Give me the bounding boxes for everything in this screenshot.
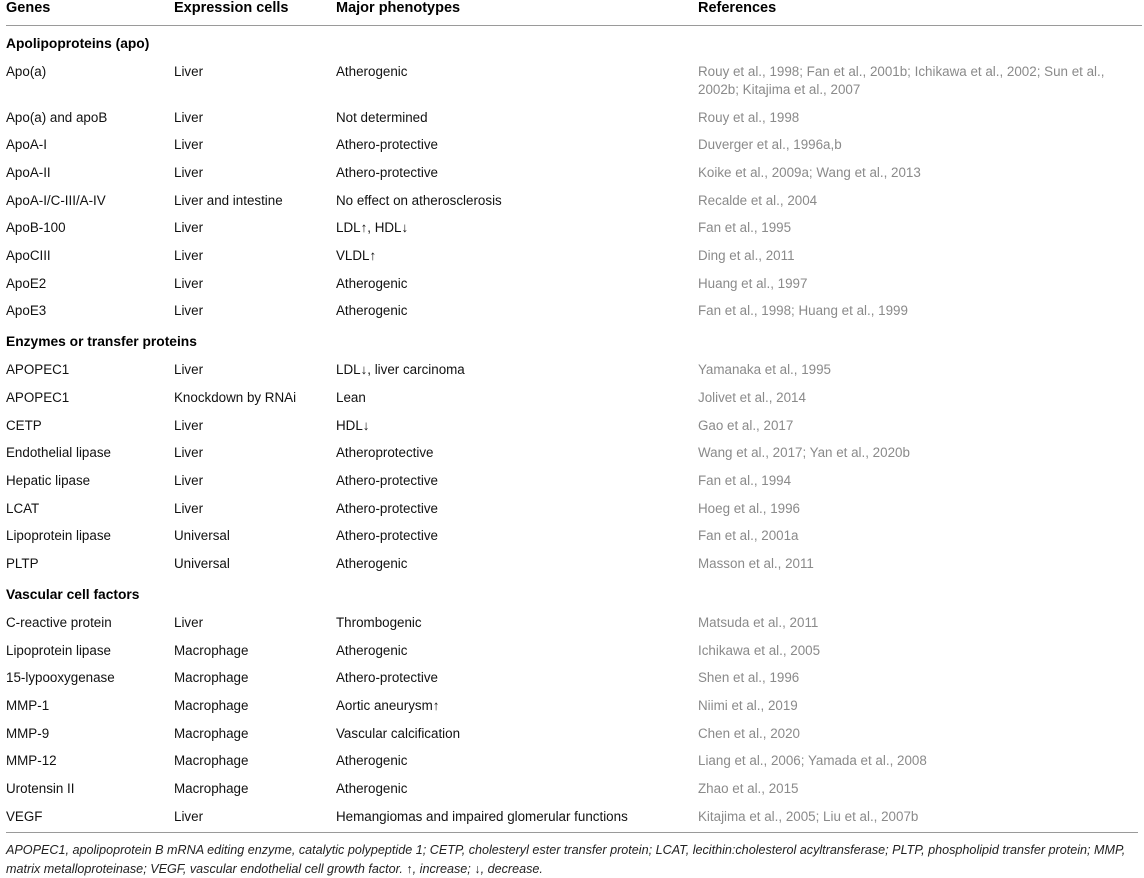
table-section-header xyxy=(6,578,1142,609)
table-row xyxy=(6,803,1142,833)
table-section-header xyxy=(6,325,1142,356)
cell-major-phenotypes: Atherogenic xyxy=(336,64,408,80)
cell-major-phenotypes: HDL↓ xyxy=(336,417,370,433)
cell-expression-cells: Liver xyxy=(174,614,204,630)
table-row xyxy=(6,495,1142,523)
cell-references: Chen et al., 2020 xyxy=(698,725,800,741)
table-row xyxy=(6,412,1142,440)
table-row xyxy=(6,270,1142,298)
cell-major-phenotypes: Athero-protective xyxy=(336,473,438,489)
table-row xyxy=(6,356,1142,384)
table-row xyxy=(6,467,1142,495)
cell-expression-cells: Liver xyxy=(174,164,204,180)
cell-references: Jolivet et al., 2014 xyxy=(698,389,806,405)
table-row xyxy=(6,747,1142,775)
cell-major-phenotypes: Athero-protective xyxy=(336,528,438,544)
cell-references: Fan et al., 1994 xyxy=(698,473,792,489)
table-row xyxy=(6,609,1142,637)
cell-major-phenotypes: Athero-protective xyxy=(336,164,438,180)
cell-references: Shen et al., 1996 xyxy=(698,670,800,686)
cell-references: Zhao et al., 2015 xyxy=(698,781,799,797)
cell-expression-cells: Liver xyxy=(174,417,204,433)
cell-gene: Lipoprotein lipase xyxy=(6,642,111,658)
table-row xyxy=(6,550,1142,578)
cell-references: Koike et al., 2009a; Wang et al., 2013 xyxy=(698,164,921,180)
cell-expression-cells: Liver xyxy=(174,137,204,153)
cell-major-phenotypes: Not determined xyxy=(336,109,428,125)
cell-major-phenotypes: Hemangiomas and impaired glomerular functions xyxy=(336,808,628,824)
cell-gene: ApoE3 xyxy=(6,303,47,319)
table-section-header xyxy=(6,26,1142,59)
cell-gene: Hepatic lipase xyxy=(6,473,91,489)
table-row xyxy=(6,214,1142,242)
gene-phenotype-table xyxy=(6,0,1142,832)
cell-references: Matsuda et al., 2011 xyxy=(698,614,819,630)
cell-major-phenotypes: Athero-protective xyxy=(336,500,438,516)
cell-expression-cells: Liver xyxy=(174,362,204,378)
cell-gene: ApoA-II xyxy=(6,164,51,180)
cell-gene: Lipoprotein lipase xyxy=(6,528,111,544)
cell-references: Niimi et al., 2019 xyxy=(698,698,798,714)
cell-gene: MMP-1 xyxy=(6,698,50,714)
cell-gene: MMP-12 xyxy=(6,753,57,769)
cell-gene: APOPEC1 xyxy=(6,362,70,378)
cell-major-phenotypes: Atherogenic xyxy=(336,781,408,797)
cell-major-phenotypes: Atherogenic xyxy=(336,303,408,319)
cell-expression-cells: Liver xyxy=(174,473,204,489)
cell-references: Duverger et al., 1996a,b xyxy=(698,137,842,153)
column-header-references: References xyxy=(698,0,1142,26)
cell-gene: PLTP xyxy=(6,556,39,572)
cell-references: Huang et al., 1997 xyxy=(698,275,808,291)
cell-expression-cells: Universal xyxy=(174,556,230,572)
cell-gene: Urotensin II xyxy=(6,781,75,797)
cell-expression-cells: Liver xyxy=(174,109,204,125)
cell-major-phenotypes: Atherogenic xyxy=(336,642,408,658)
cell-references: Ding et al., 2011 xyxy=(698,248,795,264)
cell-major-phenotypes: Atherogenic xyxy=(336,556,408,572)
cell-expression-cells: Macrophage xyxy=(174,642,249,658)
table-row xyxy=(6,439,1142,467)
cell-gene: ApoA-I xyxy=(6,137,47,153)
cell-major-phenotypes: No effect on atherosclerosis xyxy=(336,192,502,208)
cell-gene: Endothelial lipase xyxy=(6,445,111,461)
column-header-major-phenotypes: Major phenotypes xyxy=(336,0,698,26)
cell-expression-cells: Universal xyxy=(174,528,230,544)
cell-expression-cells: Liver xyxy=(174,220,204,236)
column-header-genes: Genes xyxy=(6,0,174,26)
cell-expression-cells: Liver xyxy=(174,500,204,516)
cell-gene: APOPEC1 xyxy=(6,389,70,405)
table-footnote: APOPEC1, apolipoprotein B mRNA editing enzyme, catalytic polypeptide 1; CETP, cholesteryl ester transfer protein; LCAT, lecithin:cholesterol acyltransferase; PLTP, phospholipid transfer protein; MMP, matrix metalloproteinase; VEGF, vascular endothelial cell growth factor. ↑, increase; ↓, decrease. xyxy=(6,843,1126,876)
table-row xyxy=(6,131,1142,159)
cell-major-phenotypes: Atheroprotective xyxy=(336,445,434,461)
section-title: Enzymes or transfer proteins xyxy=(6,334,197,350)
cell-references: Gao et al., 2017 xyxy=(698,417,794,433)
cell-gene: ApoB-100 xyxy=(6,220,66,236)
cell-references: Rouy et al., 1998; Fan et al., 2001b; Ichikawa et al., 2002; Sun et al., 2002b; Kitajima et al., 2007 xyxy=(698,64,1105,97)
cell-expression-cells: Macrophage xyxy=(174,781,249,797)
cell-major-phenotypes: VLDL↑ xyxy=(336,248,377,264)
table-row xyxy=(6,242,1142,270)
cell-references: Masson et al., 2011 xyxy=(698,556,814,572)
cell-references: Liang et al., 2006; Yamada et al., 2008 xyxy=(698,753,927,769)
cell-gene: 15-lypooxygenase xyxy=(6,670,115,686)
cell-expression-cells: Knockdown by RNAi xyxy=(174,389,297,405)
cell-major-phenotypes: Lean xyxy=(336,389,366,405)
cell-major-phenotypes: Aortic aneurysm↑ xyxy=(336,698,440,714)
cell-expression-cells: Macrophage xyxy=(174,725,249,741)
cell-gene: CETP xyxy=(6,417,42,433)
cell-gene: MMP-9 xyxy=(6,725,50,741)
cell-major-phenotypes: Atherogenic xyxy=(336,275,408,291)
cell-gene: ApoA-I/C-III/A-IV xyxy=(6,192,106,208)
table-row xyxy=(6,159,1142,187)
cell-expression-cells: Macrophage xyxy=(174,753,249,769)
cell-references: Recalde et al., 2004 xyxy=(698,192,818,208)
cell-expression-cells: Liver xyxy=(174,808,204,824)
cell-major-phenotypes: LDL↑, HDL↓ xyxy=(336,220,409,236)
cell-gene: Apo(a) xyxy=(6,64,47,80)
cell-expression-cells: Liver xyxy=(174,303,204,319)
cell-references: Yamanaka et al., 1995 xyxy=(698,362,832,378)
cell-gene: LCAT xyxy=(6,500,40,516)
cell-major-phenotypes: LDL↓, liver carcinoma xyxy=(336,362,465,378)
section-title: Vascular cell factors xyxy=(6,586,140,602)
table-row xyxy=(6,58,1142,103)
cell-expression-cells: Liver xyxy=(174,445,204,461)
cell-expression-cells: Macrophage xyxy=(174,670,249,686)
cell-expression-cells: Liver and intestine xyxy=(174,192,283,208)
cell-references: Fan et al., 2001a xyxy=(698,528,799,544)
table-row xyxy=(6,775,1142,803)
cell-gene: VEGF xyxy=(6,808,43,824)
cell-expression-cells: Liver xyxy=(174,275,204,291)
cell-gene: C-reactive protein xyxy=(6,614,112,630)
table-row xyxy=(6,384,1142,412)
cell-expression-cells: Liver xyxy=(174,64,204,80)
cell-gene: ApoCIII xyxy=(6,248,51,264)
table-row xyxy=(6,637,1142,665)
cell-references: Fan et al., 1995 xyxy=(698,220,792,236)
table-row xyxy=(6,664,1142,692)
cell-references: Rouy et al., 1998 xyxy=(698,109,800,125)
table-row xyxy=(6,297,1142,325)
table-row xyxy=(6,187,1142,215)
cell-major-phenotypes: Vascular calcification xyxy=(336,725,461,741)
cell-gene: ApoE2 xyxy=(6,275,47,291)
column-header-expression-cells: Expression cells xyxy=(174,0,336,26)
table-row xyxy=(6,104,1142,132)
table-row xyxy=(6,522,1142,550)
table-row xyxy=(6,692,1142,720)
cell-expression-cells: Liver xyxy=(174,248,204,264)
cell-gene: Apo(a) and apoB xyxy=(6,109,108,125)
table-row xyxy=(6,720,1142,748)
cell-major-phenotypes: Atherogenic xyxy=(336,753,408,769)
cell-references: Hoeg et al., 1996 xyxy=(698,500,800,516)
cell-references: Fan et al., 1998; Huang et al., 1999 xyxy=(698,303,908,319)
section-title: Apolipoproteins (apo) xyxy=(6,36,150,51)
cell-major-phenotypes: Athero-protective xyxy=(336,137,438,153)
cell-references: Ichikawa et al., 2005 xyxy=(698,642,821,658)
cell-major-phenotypes: Athero-protective xyxy=(336,670,438,686)
cell-references: Wang et al., 2017; Yan et al., 2020b xyxy=(698,445,910,461)
cell-references: Kitajima et al., 2005; Liu et al., 2007b xyxy=(698,808,919,824)
table-body xyxy=(6,26,1142,833)
cell-major-phenotypes: Thrombogenic xyxy=(336,614,422,630)
table-header xyxy=(6,0,1142,26)
cell-expression-cells: Macrophage xyxy=(174,698,249,714)
